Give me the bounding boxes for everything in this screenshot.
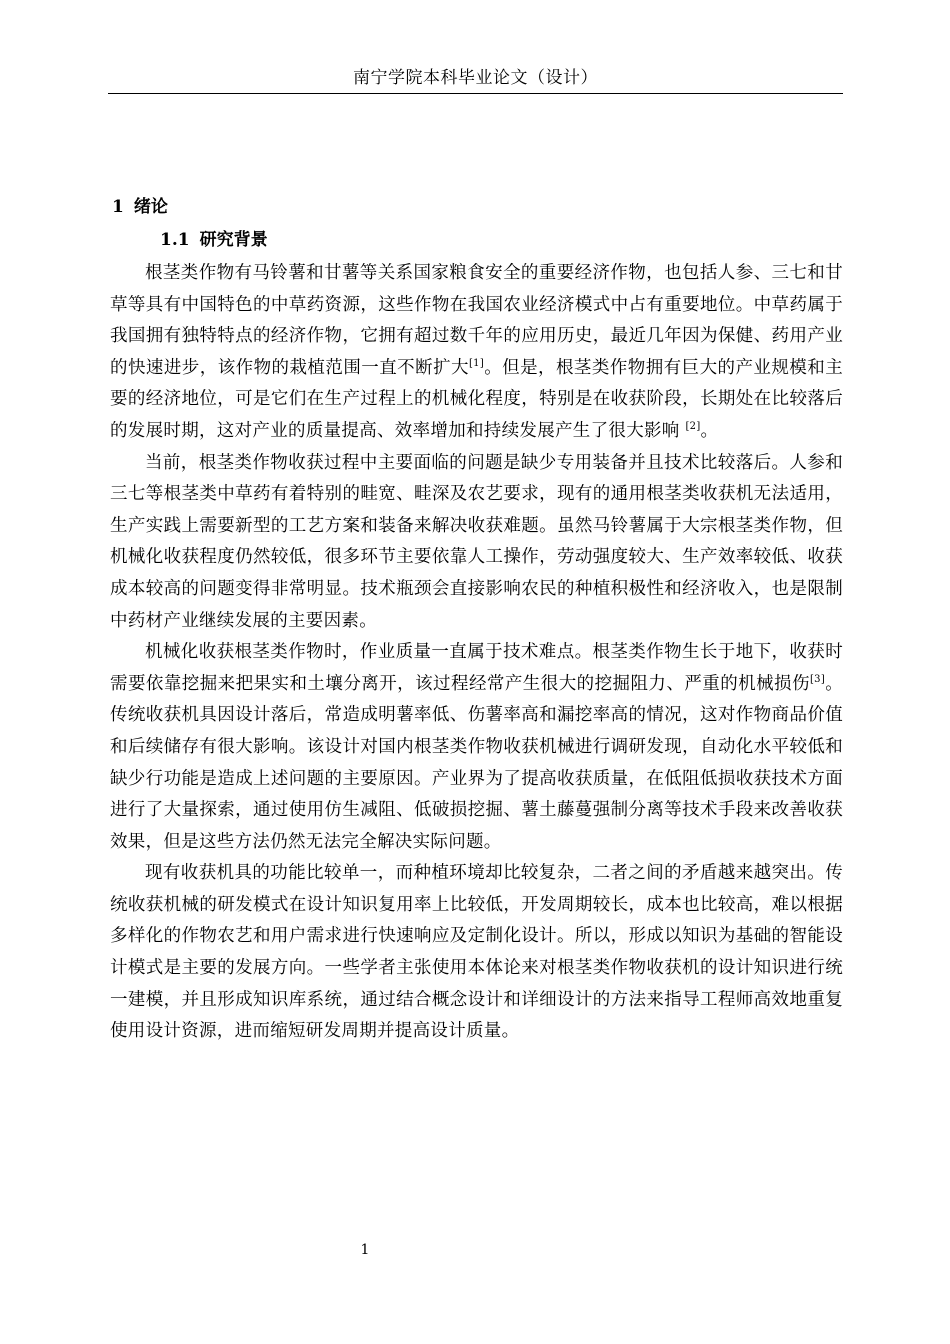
paragraph-4 (110, 858, 843, 1048)
subsection-number: 1.1 (160, 230, 190, 250)
paragraph-1-text-c: 。 (700, 420, 719, 441)
subsection-heading (160, 226, 268, 254)
citation-1: [1] (468, 357, 485, 369)
paragraph-1-text-b: 。但是，根茎类作物拥有巨大的产业规模和主要的经济地位，可是它们在生产过程上的机械化程度，特别是在收获阶段，长期处在比较落后的发展时期，这对产业的质量提高、效率增加和持续发展产生了很大影响 (110, 357, 844, 441)
page-number: 1 (360, 1242, 370, 1258)
paragraph-3 (110, 637, 843, 858)
paragraph-3-text-b: 。传统收获机具因设计落后，常造成明薯率低、伤薯率高和漏挖率高的情况，这对作物商品价值和后续储存有很大影响。该设计对国内根茎类作物收获机械进行调研发现，自动化水平较低和缺少行功能是造成上述问题的主要原因。产业界为了提高收获质量，在低阻低损收获技术方面进行了大量探索，通过使用仿生减阻、低破损挖掘、薯土藤蔓强制分离等技术手段来改善收获效果，但是这些方法仍然无法完全解决实际问题。 (110, 673, 843, 852)
citation-3: [3] (809, 673, 826, 685)
subsection-title: 研究背景 (199, 230, 268, 250)
section-number: 1 (112, 197, 124, 217)
paragraph-3-text-a: 机械化收获根茎类作物时，作业质量一直属于技术难点。根茎类作物生长于地下，收获时需要依靠挖掘来把果实和土壤分离开，该过程经常产生很大的挖掘阻力、严重的机械损伤 (110, 642, 843, 694)
section-title: 绪论 (133, 197, 168, 217)
paragraph-2-text: 当前，根茎类作物收获过程中主要面临的问题是缺少专用装备并且技术比较落后。人参和三七等根茎类中草药有着特别的畦宽、畦深及农艺要求，现有的通用根茎类收获机无法适用，生产实践上需要新型的工艺方案和装备来解决收获难题。虽然马铃薯属于大宗根茎类作物，但机械化收获程度仍然较低，很多环节主要依靠人工操作，劳动强度较大、生产效率较低、收获成本较高的问题变得非常明显。技术瓶颈会直接影响农民的种植积极性和经济收入，也是限制中药材产业继续发展的主要因素。 (110, 452, 843, 631)
paragraph-2 (110, 448, 843, 638)
page-header-title: 南宁学院本科毕业论文（设计） (353, 68, 598, 88)
paragraph-1 (110, 258, 843, 448)
paragraph-1-text-a: 根茎类作物有马铃薯和甘薯等关系国家粮食安全的重要经济作物，也包括人参、三七和甘草等具有中国特色的中草药资源，这些作物在我国农业经济模式中占有重要地位。中草药属于我国拥有独特特点的经济作物，它拥有超过数千年的应用历史，最近几年因为保健、药用产业的快速进步，该作物的栽植范围一直不断扩大 (110, 263, 843, 378)
section-heading (112, 193, 168, 221)
header-divider (108, 93, 843, 94)
paragraph-4-text: 现有收获机具的功能比较单一，而种植环境却比较复杂，二者之间的矛盾越来越突出。传统收获机械的研发模式在设计知识复用率上比较低，开发周期较长，成本也比较高，难以根据多样化的作物农艺和用户需求进行快速响应及定制化设计。所以，形成以知识为基础的智能设计模式是主要的发展方向。一些学者主张使用本体论来对根茎类作物收获机的设计知识进行统一建模，并且形成知识库系统，通过结合概念设计和详细设计的方法来指导工程师高效地重复使用设计资源，进而缩短研发周期并提高设计质量。 (110, 863, 843, 1042)
body-text (110, 258, 843, 1048)
citation-2: [2] (685, 420, 701, 432)
